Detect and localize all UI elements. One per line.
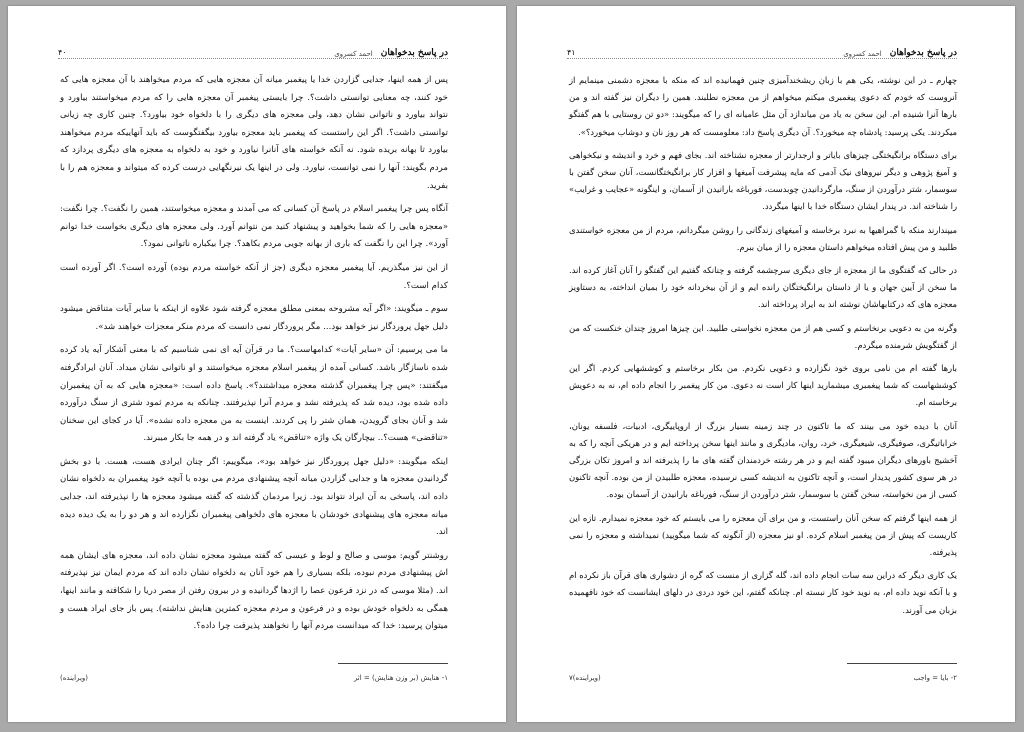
paragraph: سوم ـ میگویند: «اگر آیه مشروحه بمعنی مطلق معجزه گرفته شود علاوه از اینکه با سایر آیات متناقض میشود دلیل جهل پروردگار نیز خواهد بود... مگر پروردگار نمی دانست که مردم منکر معجزات خواهند شد». xyxy=(60,304,448,332)
footnote-note: (ویراینده)۷ xyxy=(569,674,601,682)
page-number: ۴۱ xyxy=(567,48,576,57)
paragraph: از همه اینها گرفتم که سخن آنان راستست، و من برای آن معجزه را می بایستم که خود معجزه نمیدارم. تازه این کاریست که پیش از من پیغمبر اسلام کرده. او نیز معجزه (از آنگونه که شما میگویید) نمیداشته و معجزه را نمی پذیرفته. xyxy=(569,512,957,558)
book-title: در پاسخ بدخواهان xyxy=(889,48,957,58)
paragraph: یک کاری دیگر که دراین سه سات انجام داده اند، گله گزاری از منست که گره از دشواری های قرآن باز نکرده ام و با آنکه نوید داده ام، به نوید خود کار نبسته ام. چنانکه گفتم، این خود دردی در دلهای ایشانست که خود نافهمیده بزبان می آورند. xyxy=(569,570,957,615)
document-page-right xyxy=(517,6,1015,722)
footnote-rule xyxy=(847,663,957,664)
paragraph: برای دستگاه برانگیختگی چیزهای بایاتر و ارجدارتر از معجزه نشناخته اند. بجای فهم و خرد و اندیشه و نیکخواهی و آمیغ پژوهی و دیگر نیروهای نیک آدمی که مایه پیشرفت آمیغها و افزار کار برانگیختگانست، آنان سخن گفتن با سوسمار، شتر درآوردن از سنگ، مارگردانیدن چوبدست، فورباغه بارانیدن از آسمان، و اینگونه «عجایب و غرایب» را شناخته اند. در پندار ایشان دستگاه خدا با اینها میگردد. xyxy=(569,149,957,212)
paragraph: چهارم ـ در این نوشته، یکی هم با زبان ریشخندآمیزی چنین فهمانیده اند که منکه با معجزه دشمنی مینمایم از آنروست که خودم که دعوی پیغمبری میکنم میخواهم از من معجزه نطلبند. همین را دیگران نیز گفته اند و من بارها آنرا شنیده ام. این سخن به یاد من میاندازد آن مثل عامیانه ای را که میگویند: «دو تن روستایی با هم گفتگو میکردند. یکی پرسید: پادشاه چه میخورد؟. آن دیگری پاسخ داد: معلومست که هر روز نان و دوشاب میخورد؟». xyxy=(569,75,957,137)
footnote-text: ۲- بایا = واجب xyxy=(913,674,957,682)
page-body xyxy=(569,72,957,625)
paragraph: روشنتر گویم: موسی و صالح و لوط و عیسی که گفته میشود معجزه نشان داده اند، معجزه های ایشان همه اش پیشنهادی مردم نبوده، بلکه بسیاری را هم خود آنان به دلخواه نشان داده اند که مردم ایمان نیز نپذیرفته اند. (مثلا موسی که در نزد فرعون عصا را اژدها گردانیده و در بیرون رفتن از مصر دریا را شکافته و مانند اینها، همگی به دلخواه خودش بوده و در فرعون و مردم معجزه کمترین هنایش نداشته). پس باز جای ایراد هست و میتوان پرسید: خدا که میدانست مردم آنها را نخواهند پذیرفت چرا داده؟. xyxy=(60,550,448,632)
author-name: احمد کسروی xyxy=(334,50,373,58)
book-title: در پاسخ بدخواهان xyxy=(380,48,448,58)
page-header xyxy=(567,42,957,59)
document-page-left xyxy=(8,6,506,722)
paragraph: از این نیز میگذریم. آیا پیغمبر معجزه دیگری (جز از آنکه خواسته مردم بوده) آورده است؟. اگر آورده است کدام است؟. xyxy=(60,262,448,291)
author-name: احمد کسروی xyxy=(843,50,882,58)
paragraph: آنگاه پس چرا پیغمبر اسلام در پاسخ آن کسانی که می آمدند و معجزه میخواستند، همین را نگفت؟. چرا نگفت: «معجزه هایی را که شما بخواهید و پیشنهاد کنید من نتوانم آورد. ولی معجزه های دیگری بخواست خدا توانم آورد». چرا این را نگفت که باری از بهانه جویی مردم بکاهد؟. چرا بیکباره ناتوانی نمود؟. xyxy=(60,204,448,250)
paragraph: در حالی که گفتگوی ما از معجزه از جای دیگری سرچشمه گرفته و چنانکه گفتیم این گفتگو را آنان آغاز کرده اند. ما سخن از آیین جهان و یا از داستان برانگیختگان رانده ایم و از آن بیخردانه خود را بمیان انداخته، به دستاویز معجزه های که درکتابهاشان نوشته اند به ایراد پرداخته اند. xyxy=(569,265,957,310)
paragraph: میپندارند منکه با گمراهیها به نبرد برخاسته و آمیغهای زندگانی را روشن میگردانم، مردم از من معجزه خواستندی طلبید و من پیش افتاده میخواهم داستان معجزه را از میان ببرم. xyxy=(569,224,957,252)
page-body xyxy=(60,72,448,642)
paragraph: ما می پرسیم: آن «سایر آیات» کدامهاست؟. ما در قرآن آیه ای نمی شناسیم که با معنی آشکار آیه یاد کرده شده ناسازگار باشد. کسانی آمده از پیغمبر اسلام معجزه میخواستند و او ناتوانی نشان میداد. آنان ایرادگرفته میگفتند: «پس چرا پیغمبران گذشته معجزه میداشتند؟». پاسخ داده است: «معجزه هایی که به آن پیغمبران داده شده بود، دیده شد که پذیرفته نشد و مردم آنرا نپذیرفتند. چنانکه به مردم ثمود شتری از سنگ درآورده شد و آنان بجای گرویدن، همان شتر را پی کردند. اینست به من معجزه داده نشده». آیا در کجای این سخنان «تناقضی» هست؟.. بیچارگان یک واژه «تناقض» یاد گرفته اند و در همه جا بکار میبرند. xyxy=(60,345,448,444)
page-header xyxy=(58,42,448,59)
paragraph: وگرنه من به دعویی برنخاستم و کسی هم از من معجزه نخواستی طلبید. این چیزها امروز چندان خنکست که من از گفتگویش شرمنده میگردم. xyxy=(569,322,957,350)
footnote-rule xyxy=(338,663,448,664)
footnote-text: ۱- هنایش (بر وزن هنایش) = اثر xyxy=(353,674,448,682)
paragraph: اینکه میگویند: «دلیل جهل پروردگار نیز خواهد بود»، میگوییم: اگر چنان ایرادی هست، هست. با دو بخش گردانیدن معجزه ها و جدایی گزاردن میانه آنچه پیشنهادی مردم می بوده با آنچه خود پیغمبران به دلخواه نشان داده اند، پاسخی به آن ایراد نتواند بود. زیرا مردمان گذشته که گفته میشود معجزه ها را نپذیرفته اند، جدایی میانه معجزه های پیشنهادی خودشان با معجزه های دلخواهی پیغمبران نگزارده اند و هر دو را به یک دیده دیده اند. xyxy=(60,456,448,538)
footnote-note: (ویراینده) xyxy=(60,674,88,682)
footnote xyxy=(569,674,957,682)
footnote xyxy=(60,674,448,682)
paragraph: بارها گفته ام من نامی بروی خود نگزارده و دعویی نکردم. من بکار برخاستم و کوششهایی کردم. اگر این کوششهاست که شما پیغمبری میشمارید اینها کار است نه دعوی. من کار پیغمبر را انجام داده ام، نه به دعویش برخاسته ام. xyxy=(569,363,957,408)
paragraph: آنان با دیده خود می بینند که ما تاکنون در چند زمینه بسیار بزرگ از اروپاییگری، ادبیات، فلسفه یونان، خراباتیگری، صوفیگری، شیعیگری، خرد، روان، مادیگری و مانند اینها سخن پرداخته ایم و در هریکی آنچه را که به آخشیج باورهای دیگران میبود گفته ایم و در هر رشته خردمندان گفته های ما را پذیرفته اند و امروز تکان بزرگی در هر سوی کشور پدیدار است، و آنچه تاکنون به اندیشه کسی نرسیده، معجزه طلبیدن از من بوده. آنچه تاکنون کسی از من نخواسته، سخن گفتن با سوسمار، شتر درآوردن از سنگ، فورباغه بارانیدن از آسمان بوده. xyxy=(569,420,957,500)
paragraph: پس از همه اینها، جدایی گزاردن خدا یا پیغمبر میانه آن معجزه هایی که مردم میخواهند با آن معجزه هایی که خود کنند، چه معنایی توانستی داشت؟. چرا بایستی پیغمبر آن معجزه هایی را که مردم میخواستند بیاورد و نتواند بیاورد و ناتوانی نشان دهد، ولی معجزه های دیگری را با دلخواه خود بیاورد؟. چنین کاری چه زیانی توانستی داشت؟. اگر این راستست که پیغمبر باید معجزه بیاورد بیگفتگوست که باید آنهاییکه مردم میخواهند بیاورد تا بهانه بریده شود. نه آنکه خواسته های آنانرا نیاورد و خود به دلخواه به معجزه های دیگری پردازد که مردم بگویند: آنها را نمی توانست، نیاورد. ولی در اینها یک نیرنگهایی درست کرده که میتواند و معجزه هم را با بفرید. xyxy=(60,75,448,191)
page-number: ۴۰ xyxy=(58,48,67,57)
